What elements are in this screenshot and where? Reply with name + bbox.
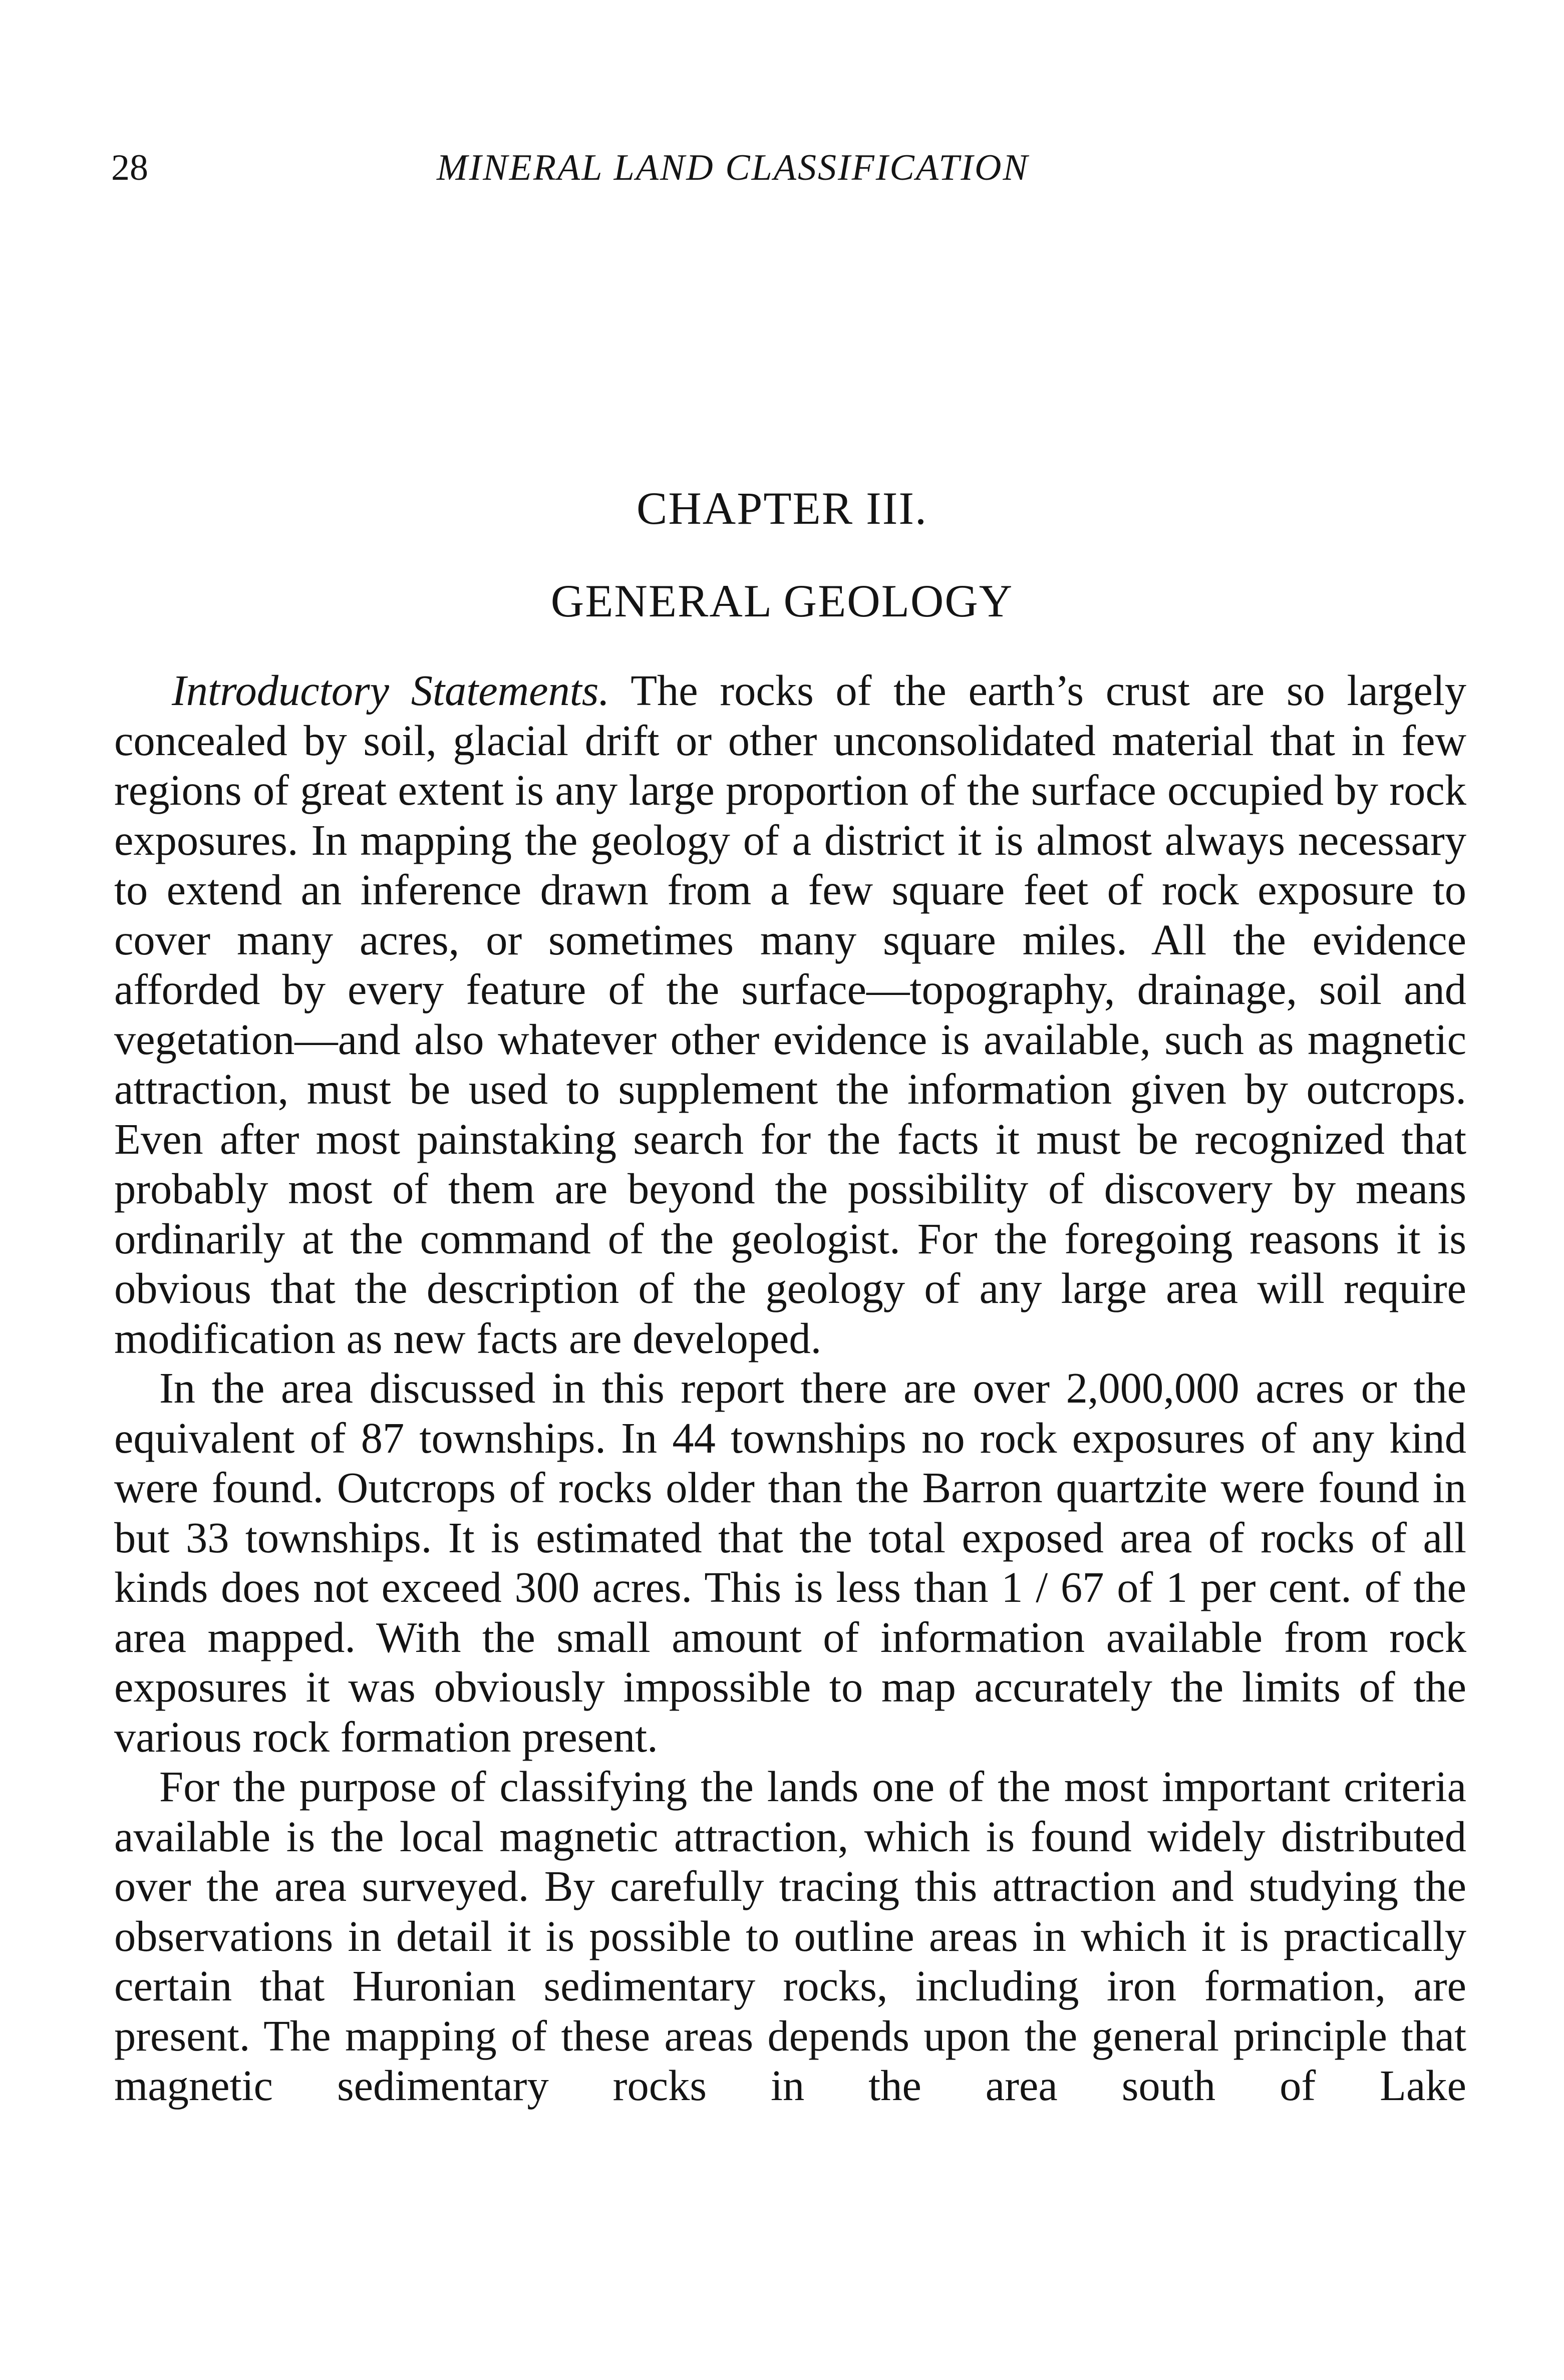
chapter-title: GENERAL GEOLOGY <box>550 575 1014 626</box>
running-title: MINERAL LAND CLASSIFICATION <box>437 147 1029 188</box>
paragraph-text: In the area discussed in this report there are over 2,000,000 acres or the equivalent of 87 townships. In 44 townships no rock exposures of any kind were found. Outcrops of rocks older than the Barron quartzite were found in but 33 townships. It is estimated that the total exposed area of rocks of all kinds does not exceed 300 acres. This is less than 1 / 67 of 1 per cent. of the area mapped. With the small amount of information available from rock exposures it was obviously impossible to map accurately the limits of the various rock formation present. <box>114 1364 1466 1761</box>
body-text <box>114 666 1466 2111</box>
paragraph-classification-criteria <box>114 1762 1466 2111</box>
run-in-heading: Introductory Statements. <box>172 666 610 715</box>
chapter-number: CHAPTER III. <box>636 483 928 534</box>
running-header <box>111 143 1463 193</box>
paragraph-text: For the purpose of classifying the lands one of the most important criteria available is the local magnetic attraction, which is found widely distributed over the area surveyed. By carefully tracing this attraction and studying the observations in detail it is possible to outline areas in which it is practically certain that Huronian sedimentary rocks, including iron formation, are present. The mapping of these areas depends upon the general principle that magnetic sedimentary rocks in the area south of Lake <box>114 1763 1466 2110</box>
page-number: 28 <box>111 147 148 188</box>
paragraph-introductory <box>114 666 1466 1364</box>
paragraph-area-discussed <box>114 1364 1466 1762</box>
paragraph-text: The rocks of the earth’s crust are so largely concealed by soil, glacial drift or other unconsolidated material that in few regions of great extent is any large proportion of the surface occupied by rock exposures. In mapping the geology of a district it is almost always necessary to extend an inference drawn from a few square feet of rock exposure to cover many acres, or sometimes many square miles. All the evidence afforded by every feature of the surface—topography, drainage, soil and vegetation—and also whatever other evidence is available, such as magnetic attraction, must be used to supplement the information given by outcrops. Even after most painstaking search for the facts it must be recognized that probably most of them are beyond the possibility of discovery by means ordinarily at the command of the geologist. For the foregoing reasons it is obvious that the description of the geology of any large area will require modification as new facts are developed. <box>114 666 1466 1363</box>
